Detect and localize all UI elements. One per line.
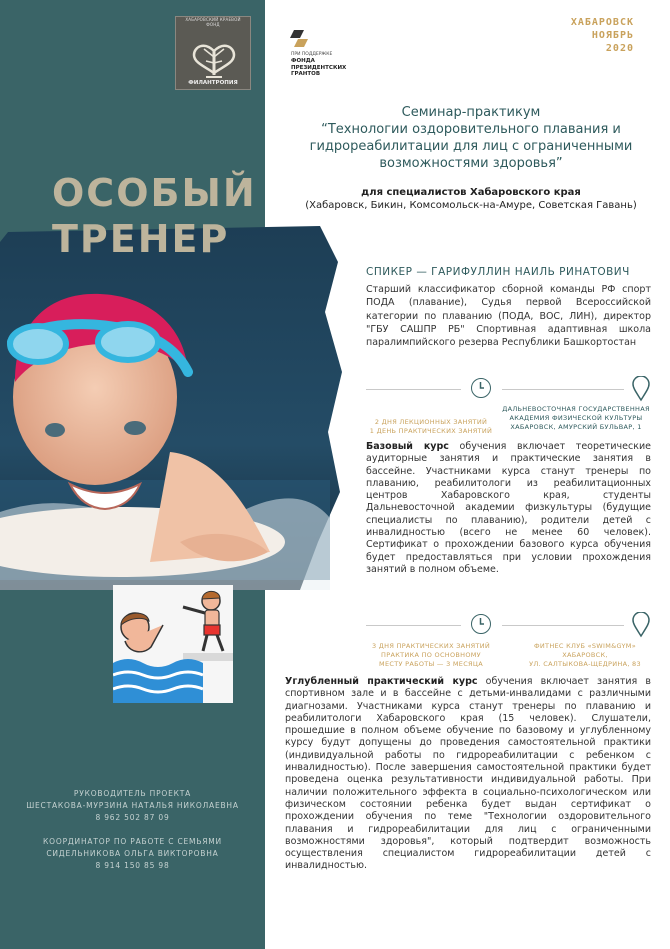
- divider: [366, 389, 461, 390]
- advanced-course-venue: ФИТНЕС КЛУБ «SWIM&GYM» ХАБАРОВСК, УЛ. САЛТЫКОВА-ЩЕДРИНА, 83: [529, 642, 641, 668]
- project-contacts: [0, 788, 265, 872]
- basic-course-venue: ДАЛЬНЕВОСТОЧНАЯ ГОСУДАРСТВЕННАЯ АКАДЕМИЯ ФИЗИЧЕСКОЙ КУЛЬТУРЫ ХАБАРОВСК, АМУРСКИЙ БУЛЬВАР, 1: [502, 405, 650, 431]
- clock-icon: [471, 614, 491, 634]
- manager-role: РУКОВОДИТЕЛЬ ПРОЕКТА: [73, 789, 192, 798]
- speaker-label: СПИКЕР — ГАРИФУЛЛИН НАИЛЬ РИНАТОВИЧ: [366, 266, 630, 278]
- manager-name: ШЕСТАКОВА-МУРЗИНА НАТАЛЬЯ НИКОЛАЕВНА: [26, 801, 239, 810]
- location-pin-icon: [632, 612, 650, 638]
- coordinator-name: СИДЕЛЬНИКОВА ОЛЬГА ВИКТОРОВНА: [46, 849, 219, 858]
- swimming-lesson-clipart: [113, 585, 233, 703]
- divider: [502, 625, 624, 626]
- basic-course-description: Базовый курс обучения включает теоретические аудиторные занятия и практические занятия в бассейне. Участниками курса станут тренеры по плаванию, реабилитологи из реабилитационных центров Хабаровского края, студенты Дальневосточной академии физкультуры (будущие специалисты по плаванию), родители детей с инвалидностью (всего не менее 60 человек). Сертификат о прохождении базового курса обучения будет предоставляться при условии прохождения занятий в полном объеме.: [366, 441, 651, 575]
- speaker-description: Старший классификатор сборной команды РФ спорт ПОДА (плавание), Судья первой Всероссийской категории по плаванию (ПОДА, ВОС, ЛИН), директор "ГБУ САШПР РБ" Спортивная адаптивная школа паралимпийского резерва Республики Башкортостан: [366, 284, 651, 349]
- grant-fund-icon: [290, 30, 310, 48]
- advanced-course-schedule: 3 ДНЯ ПРАКТИЧЕСКИХ ЗАНЯТИЙ ПРАКТИКА ПО ОСНОВНОМУ МЕСТУ РАБОТЫ — 3 МЕСЯЦА: [371, 642, 491, 668]
- event-city-date: ХАБАРОВСК НОЯБРЬ 2020: [570, 17, 634, 54]
- grant-fund-logo-text: ПРИ ПОДДЕРЖКЕ ФОНДА ПРЕЗИДЕНТСКИХ ГРАНТОВ: [291, 52, 347, 78]
- org-name: ФИЛАНТРОПИЯ: [188, 80, 238, 86]
- hero-title: ОСОБЫЙ ТРЕНЕР: [52, 171, 257, 261]
- coordinator-role: КООРДИНАТОР ПО РАБОТЕ С СЕМЬЯМИ: [43, 837, 222, 846]
- divider: [366, 625, 461, 626]
- clock-icon: [471, 378, 491, 398]
- seminar-audience: для специалистов Хабаровского края (Хабаровск, Бикин, Комсомольск-на-Амуре, Советская Гавань): [305, 187, 637, 211]
- basic-course-schedule: 2 ДНЯ ЛЕКЦИОННЫХ ЗАНЯТИЙ 1 ДЕНЬ ПРАКТИЧЕСКИХ ЗАНЯТИЙ: [369, 418, 493, 435]
- manager-phone: 8 962 502 87 09: [95, 813, 170, 822]
- org-caption: ХАБАРОВСКИЙ КРАЕВОЙ ФОНД: [185, 17, 241, 27]
- coordinator-phone: 8 914 150 85 98: [95, 861, 170, 870]
- org-logo: [175, 16, 251, 90]
- divider: [502, 389, 624, 390]
- advanced-course-description: Углубленный практический курс обучения включает занятия в спортивном зале и в бассейне с детьми-инвалидами с различными диагнозами. Участниками курса станут тренеры по плаванию и реабилитологи Хабаровского края (15 человек). Слушатели, прошедшие в полном объеме обучение по базовому и углубленному курсу будут допущены до проведения самостоятельной практики (индивидуальной работы по гидрореабилитации с ребенком с инвалидностью). После завершения самостоятельной практики будет проведена оценка результативности индивидуальной работы. При наличии положительного эффекта в социально-психологическом или физическом состоянии ребенка будет выдан сертификат о прохождении обучения по теме "Технологии оздоровительного плавания и гидрореабилитации для лиц с ограниченными возможностями здоровья", который подтвердит возможность осуществления специалистом гидрореабилитации детей с инвалидностью.: [285, 676, 651, 872]
- location-pin-icon: [632, 376, 650, 402]
- seminar-title: Семинар-практикум “Технологии оздоровительного плавания и гидрореабилитации для лиц с ограниченными возможностями здоровья”: [309, 105, 633, 171]
- swimmer-photo: [0, 222, 345, 590]
